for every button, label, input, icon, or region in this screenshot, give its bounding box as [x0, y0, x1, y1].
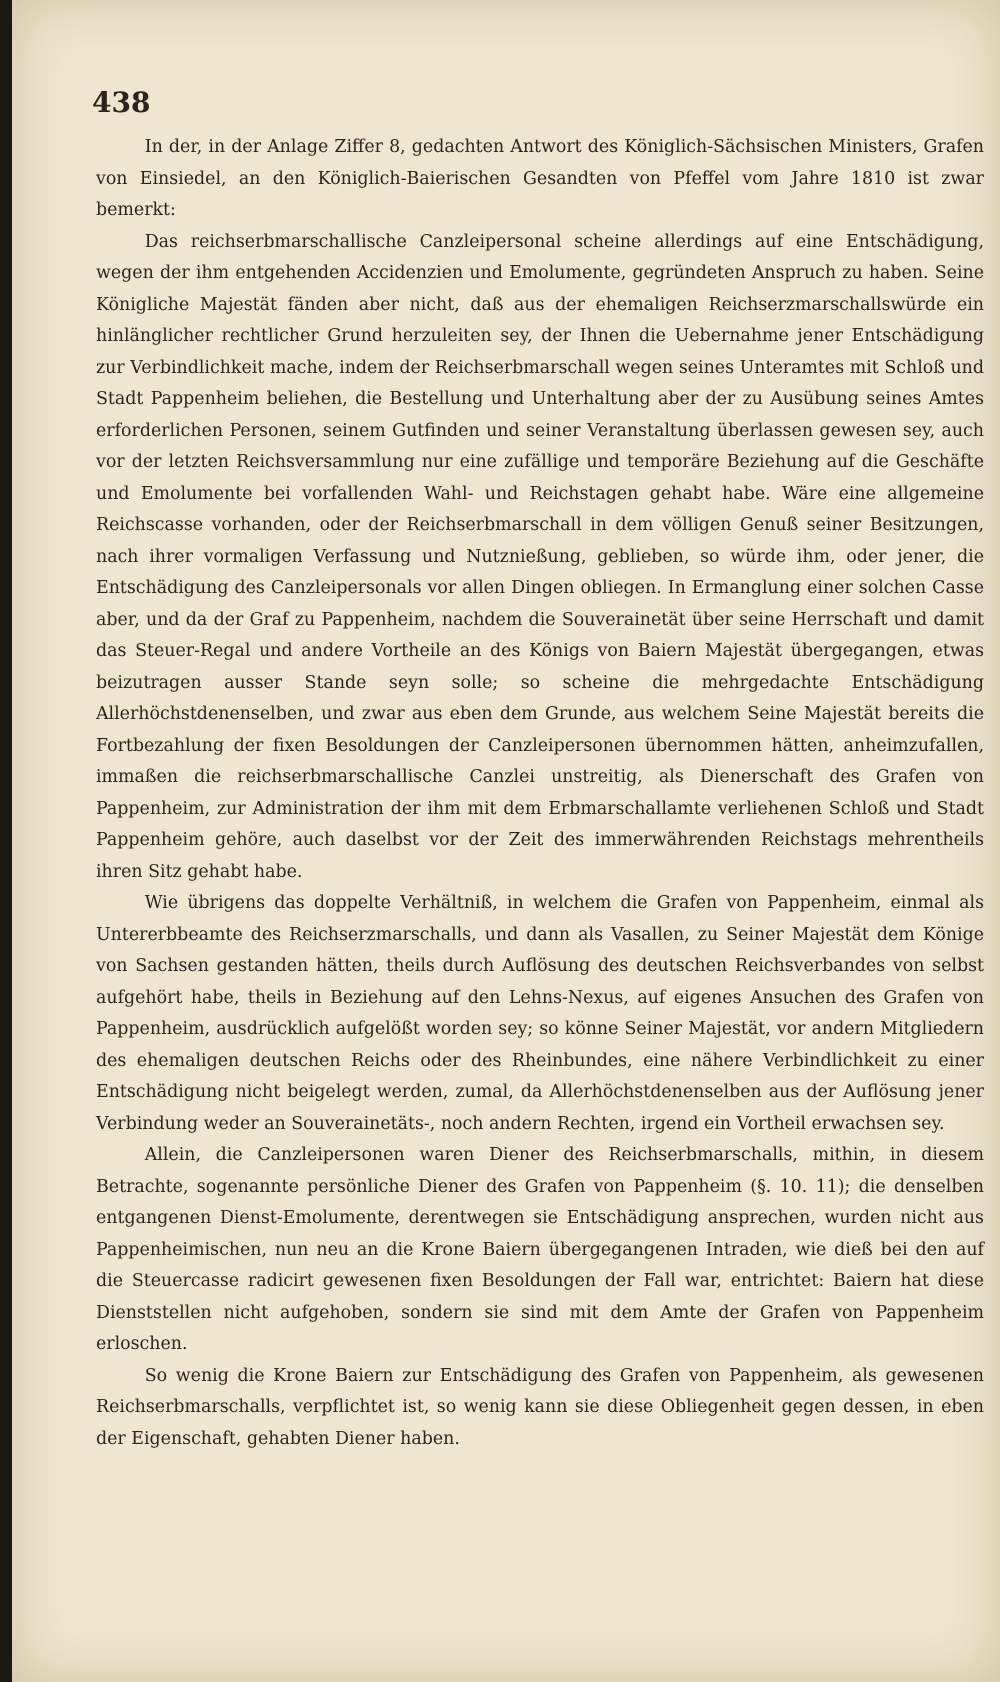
paragraph-counterargument: Allein, die Canzleipersonen waren Diener des Reichserbmarschalls, mithin, in diesem Betrachte, sogenannte persönliche Diener des Grafen von Pappenheim (§. 10. 11); die denselben entgangenen Dienst-Emolumente, derentwegen sie Entschädigung ansprechen, wurden nicht aus Pappenheimischen, nun neu an die Krone Baiern übergegangenen Intraden, wie dieß bei den auf die Steuercasse radicirt gewesenen fixen Besoldungen der Fall war, entrichtet: Baiern hat diese Dienststellen nicht aufgehoben, sondern sie sind mit dem Amte der Grafen von Pappenheim erloschen.	[96, 1145, 984, 1354]
paragraph-conclusion: So wenig die Krone Baiern zur Entschädigung des Grafen von Pappenheim, als gewesenen Reichserbmarschalls, verpflichtet ist, so wenig kann sie diese Obliegenheit gegen dessen, in eben der Eigenschaft, gehabten Diener haben.	[96, 1365, 984, 1449]
paragraph-intro: In der, in der Anlage Ziffer 8, gedachten Antwort des Königlich-Sächsischen Ministers, Grafen von Einsiedel, an den Königlich-Baierischen Gesandten von Pfeffel vom Jahre 1810 ist zwar bemerkt:	[96, 137, 984, 220]
paragraph-double-relationship: Wie übrigens das doppelte Verhältniß, in welchem die Grafen von Pappenheim, einmal als Untererbbeamte des Reichserzmarschalls, und dann als Vasallen, zu Seiner Majestät dem Könige von Sachsen gestanden hätten, theils durch Auflösung des deutschen Reichsverbandes von selbst aufgehört habe, theils in Beziehung auf den Lehns-Nexus, auf eigenes Ansuchen des Grafen von Pappenheim, ausdrücklich aufgelößt worden sey; so könne Seiner Majestät, vor andern Mitgliedern des ehemaligen deutschen Reichs oder des Rheinbundes, eine nähere Verbindlichkeit zu einer Entschädigung nicht beigelegt werden, zumal, da Allerhöchstdenenselben aus der Auflösung jener Verbindung weder an Souverainetäts-, noch andern Rechten, irgend ein Vortheil erwachsen sey.	[96, 893, 984, 1134]
paragraph-quoted-reply: Das reichserbmarschallische Canzleipersonal scheine allerdings auf eine Entschädigung, wegen der ihm entgehenden Accidenzien und Emolumente, gegründeten Anspruch zu haben. Seine Königliche Majestät fänden aber nicht, daß aus der ehemaligen Reichserzmarschallswürde ein hinlänglicher rechtlicher Grund herzuleiten sey, der Ihnen die Uebernahme jener Entschädigung zur Verbindlichkeit mache, indem der Reichserbmarschall wegen seines Unteramtes mit Schloß und Stadt Pappenheim beliehen, die Bestellung und Unterhaltung aber der zu Ausübung seines Amtes erforderlichen Personen, seinem Gutfinden und seiner Veranstaltung überlassen gewesen sey, auch vor der letzten Reichsversammlung nur eine zufällige und temporäre Beziehung auf die Geschäfte und Emolumente bei vorfallenden Wahl- und Reichstagen gehabt habe. Wäre eine allgemeine Reichscasse vorhanden, oder der Reichserbmarschall in dem völligen Genuß seiner Besitzungen, nach ihrer vormaligen Verfassung und Nutznießung, geblieben, so würde ihm, oder jener, die Entschädigung des Canzleipersonals vor allen Dingen obliegen. In Ermanglung einer solchen Casse aber, und da der Graf zu Pappenheim, nachdem die Souverainetät über seine Herrschaft und damit das Steuer-Regal und andere Vortheile an des Königs von Baiern Majestät übergegangen, etwas beizutragen ausser Stande seyn solle; so scheine die mehrgedachte Entschädigung Allerhöchstdenenselben, und zwar aus eben dem Grunde, aus welchem Seine Majestät bereits die Fortbezahlung der fixen Besoldungen der Canzleipersonen übernommen hätten, anheimzufallen, immaßen die reichserbmarschallische Canzlei unstreitig, als Dienerschaft des Grafen von Pappenheim, zur Administration der ihm mit dem Erbmarschallamte verliehenen Schloß und Stadt Pappenheim gehöre, auch daselbst vor der Zeit des immerwährenden Reichstags mehrentheils ihren Sitz gehabt habe.	[96, 231, 984, 882]
body-text	[96, 132, 984, 1455]
page-number: 438	[92, 86, 151, 119]
book-page	[12, 0, 1000, 1682]
